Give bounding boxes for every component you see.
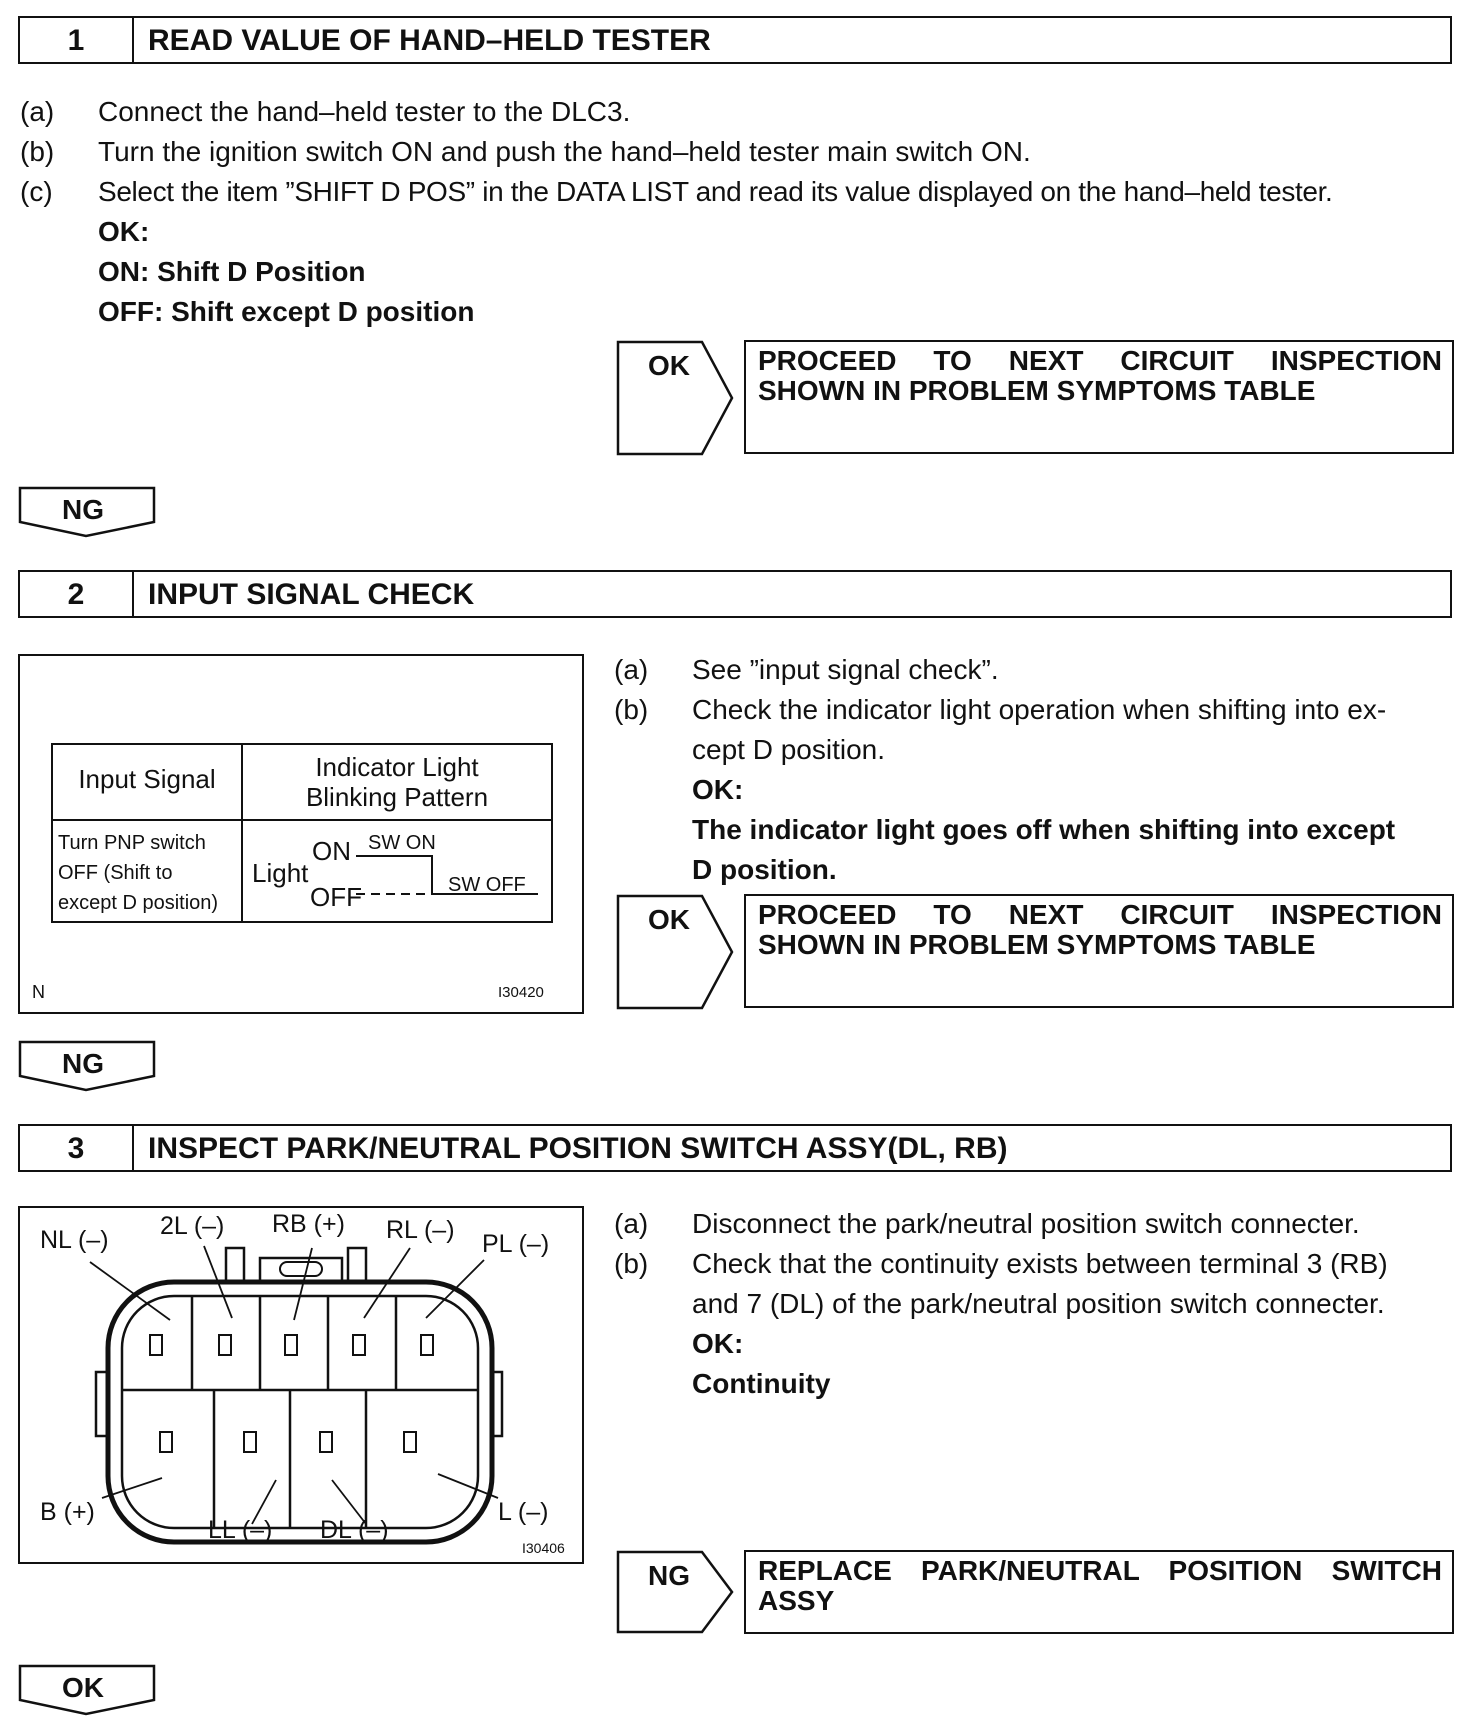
pin-label-dl: DL (–): [320, 1516, 389, 1544]
pin-label-pl: PL (–): [482, 1230, 550, 1258]
waveform-off-label: OFF: [310, 882, 362, 912]
cell-line-1: Turn PNP switch: [58, 832, 206, 854]
step-text: See ”input signal check”.: [692, 654, 999, 685]
section-3-result-box: [744, 1550, 1454, 1634]
result-line-1: REPLACE PARK/NEUTRAL POSITION SWITCH: [758, 1555, 1442, 1586]
waveform-light-label: Light: [252, 858, 309, 888]
section-3-ok-label: OK:: [692, 1328, 744, 1359]
step-text-line-1: Check that the continuity exists between terminal 3 (RB): [692, 1248, 1388, 1279]
section-2-result-arrow-label: OK: [648, 904, 690, 935]
figure-code: I30406: [522, 1540, 565, 1556]
result-line-2: ASSY: [758, 1585, 835, 1616]
section-1-result-arrow-label: OK: [648, 350, 690, 381]
step-label: (a): [614, 1208, 649, 1239]
step-label: (b): [614, 1248, 649, 1279]
section-1-ok-line-1: ON: Shift D Position: [98, 256, 366, 287]
step-text: Select the item ”SHIFT D POS” in the DATA LIST and read its value displayed on the hand–held tester.: [98, 176, 1333, 207]
section-3-step-b-line-2: and 7 (DL) of the park/neutral position switch connecter.: [692, 1288, 1385, 1319]
cell-line-2: OFF (Shift to: [58, 862, 173, 884]
waveform-sw-off-label: SW OFF: [448, 874, 526, 896]
figure-code: I30420: [498, 984, 544, 1001]
section-2-result-box: [744, 894, 1454, 1008]
step-label: (a): [20, 96, 55, 127]
result-line-2: SHOWN IN PROBLEM SYMPTOMS TABLE: [758, 375, 1316, 406]
pin-label-rb: RB (+): [272, 1210, 345, 1238]
header-line-1: Indicator Light: [315, 752, 479, 782]
figure-corner-left: N: [32, 982, 45, 1002]
section-2-header: [18, 570, 1452, 618]
section-2-number: 2: [20, 572, 134, 616]
section-2-title: INPUT SIGNAL CHECK: [148, 578, 475, 611]
pin-label-b: B (+): [40, 1498, 95, 1526]
section-3-header: [18, 1124, 1452, 1172]
waveform-sw-on-label: SW ON: [368, 832, 436, 854]
section-1-ok-line-2: OFF: Shift except D position: [98, 296, 475, 327]
section-1-ok-label: OK:: [98, 216, 150, 247]
pin-label-l: L (–): [498, 1498, 549, 1526]
section-2-ok-label: OK:: [692, 774, 744, 805]
step-text: Disconnect the park/neutral position switch connecter.: [692, 1208, 1360, 1239]
step-text-line-1: Check the indicator light operation when shifting into ex-: [692, 694, 1387, 725]
pin-label-nl: NL (–): [40, 1226, 109, 1254]
section-2-next-tab-label: NG: [62, 1048, 104, 1079]
section-1-header: [18, 16, 1452, 64]
step-text: Connect the hand–held tester to the DLC3.: [98, 96, 631, 127]
step-label: (b): [20, 136, 55, 167]
section-3-number: 3: [20, 1126, 134, 1170]
result-line-2: SHOWN IN PROBLEM SYMPTOMS TABLE: [758, 929, 1316, 960]
result-line-1: PROCEED TO NEXT CIRCUIT INSPECTION: [758, 899, 1442, 930]
cell-line-3: except D position): [58, 892, 219, 914]
section-1-result-box: [744, 340, 1454, 454]
section-3-title: INSPECT PARK/NEUTRAL POSITION SWITCH ASSY(DL, RB): [148, 1132, 1008, 1165]
section-1-number: 1: [20, 18, 134, 62]
section-2-ok-line-1: The indicator light goes off when shifting into except: [692, 814, 1396, 845]
step-text: Turn the ignition switch ON and push the hand–held tester main switch ON.: [98, 136, 1031, 167]
section-3-ok-line: Continuity: [692, 1368, 831, 1399]
section-3-result-arrow-label: NG: [648, 1560, 690, 1591]
table-cell-input-signal: [58, 828, 218, 918]
result-line-1: PROCEED TO NEXT CIRCUIT INSPECTION: [758, 345, 1442, 376]
step-label: (a): [614, 654, 649, 685]
table-header-input-signal: Input Signal: [78, 764, 216, 794]
section-1-next-tab-label: NG: [62, 494, 104, 525]
pin-label-rl: RL (–): [386, 1216, 455, 1244]
section-2-ok-line-2: D position.: [692, 854, 837, 885]
pin-label-ll: LL (–): [208, 1516, 273, 1544]
step-label: (c): [20, 176, 53, 207]
connector-figure: [18, 1206, 584, 1564]
table-header-indicator-light: [242, 752, 552, 812]
section-2-step-b-line-2: cept D position.: [692, 734, 885, 765]
input-signal-figure: [18, 654, 584, 1014]
pin-label-2l: 2L (–): [160, 1212, 225, 1240]
waveform-on-label: ON: [312, 836, 351, 866]
header-line-2: Blinking Pattern: [305, 782, 489, 812]
section-3-next-tab-label: OK: [62, 1672, 104, 1703]
section-1-title: READ VALUE OF HAND–HELD TESTER: [148, 24, 711, 57]
step-label: (b): [614, 694, 649, 725]
